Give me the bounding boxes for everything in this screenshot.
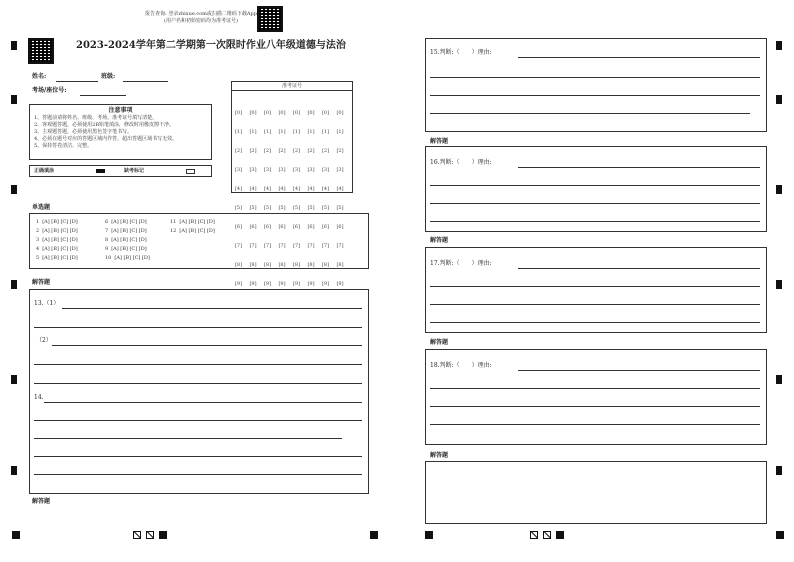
app-note-sub: (用户名和初始密码均为准考证号): [164, 18, 238, 24]
scan-code: [543, 531, 551, 539]
exam-id-bubble[interactable]: [7]: [234, 243, 243, 249]
exam-id-bubble[interactable]: [4]: [278, 186, 286, 192]
answer-line[interactable]: [34, 420, 362, 421]
corner-mark: [776, 95, 782, 104]
exam-id-bubble[interactable]: [8]: [321, 262, 330, 268]
exam-id-bubble[interactable]: [6]: [234, 224, 243, 230]
exam-id-bubble[interactable]: [5]: [292, 205, 301, 211]
exam-id-bubble[interactable]: [0]: [249, 110, 257, 116]
page-title: 2023-2024学年第二学期第一次限时作业八年级道德与法治: [76, 40, 346, 51]
scan-code: [133, 531, 141, 539]
choice-number: 6: [105, 219, 109, 225]
choice-item[interactable]: [36, 219, 78, 226]
choice-item[interactable]: [36, 255, 78, 262]
corner-mark: [776, 41, 782, 50]
absent-mark-box[interactable]: [186, 169, 195, 174]
exam-id-bubble[interactable]: [5]: [336, 205, 344, 211]
answer-line[interactable]: [430, 95, 760, 96]
choice-item[interactable]: [170, 228, 215, 235]
exam-id-bubble[interactable]: [3]: [292, 167, 301, 173]
choice-item[interactable]: [105, 246, 147, 253]
notice-item: 5、保持答卷清洁、完整。: [34, 143, 93, 149]
choice-number: 7: [105, 228, 109, 234]
choice-options[interactable]: [A] [B] [C] [D]: [114, 255, 150, 261]
exam-id-bubble[interactable]: [0]: [336, 110, 344, 116]
scan-code: [159, 531, 167, 539]
answer-line[interactable]: [34, 327, 362, 328]
exam-id-title: 准考证号: [232, 82, 352, 91]
answer-line[interactable]: [430, 77, 760, 78]
exam-id-bubble[interactable]: [6]: [336, 224, 344, 230]
exam-id-bubble[interactable]: [7]: [336, 243, 344, 249]
choice-options[interactable]: [A] [B] [C] [D]: [179, 219, 215, 225]
answer-heading: 解答题: [32, 279, 51, 286]
answer-line[interactable]: [430, 406, 760, 407]
class-label: 班级:: [101, 73, 116, 80]
choice-item[interactable]: [170, 219, 215, 226]
choice-number: 5: [36, 255, 40, 261]
class-field[interactable]: [123, 81, 168, 82]
choice-options[interactable]: [A] [B] [C] [D]: [42, 246, 78, 252]
exam-id-bubble[interactable]: [8]: [234, 262, 243, 268]
answer-heading: 解答题: [430, 339, 449, 346]
exam-id-bubble[interactable]: [2]: [234, 148, 243, 154]
answer-line[interactable]: [52, 345, 362, 346]
answer-box-15: [425, 38, 767, 132]
choice-item[interactable]: [36, 246, 78, 253]
choice-number: 2: [36, 228, 40, 234]
exam-id-bubble[interactable]: [2]: [292, 148, 301, 154]
corner-mark: [11, 375, 17, 384]
answer-box-18: [425, 349, 767, 445]
answer-line[interactable]: [430, 286, 760, 287]
exam-id-bubble[interactable]: [2]: [249, 148, 257, 154]
answer-box-blank[interactable]: [425, 461, 767, 524]
exam-id-bubble[interactable]: [1]: [278, 129, 286, 135]
notice-item: 4、必须在题号对应的答题区域内作答，超出答题区域书写无效。: [34, 136, 178, 142]
exam-id-bubble[interactable]: [8]: [307, 262, 315, 268]
notice-title: 注意事项: [108, 107, 133, 114]
exam-id-bubble[interactable]: [5]: [278, 205, 286, 211]
exam-id-bubble[interactable]: [9]: [336, 281, 344, 287]
answer-line[interactable]: [430, 322, 760, 323]
choice-number: 11: [170, 219, 177, 225]
choice-options[interactable]: [A] [B] [C] [D]: [42, 228, 78, 234]
exam-id-bubble[interactable]: [4]: [292, 186, 301, 192]
exam-id-bubble[interactable]: [8]: [249, 262, 257, 268]
answer-line[interactable]: [34, 456, 362, 457]
exam-id-bubble[interactable]: [2]: [263, 148, 272, 154]
exam-id-bubble[interactable]: [3]: [249, 167, 257, 173]
correct-fill-label: 正确填涂: [34, 168, 55, 174]
exam-id-bubble[interactable]: [3]: [307, 167, 315, 173]
exam-id-bubble[interactable]: [3]: [321, 167, 330, 173]
choice-item[interactable]: [105, 228, 147, 235]
exam-id-bubble[interactable]: [9]: [307, 281, 315, 287]
exam-id-bubble[interactable]: [2]: [278, 148, 286, 154]
exam-id-bubble[interactable]: [9]: [249, 281, 257, 287]
exam-id-grid: [231, 81, 353, 287]
single-choice-heading: 单选题: [32, 204, 51, 211]
exam-id-bubble[interactable]: [7]: [249, 243, 257, 249]
choice-options[interactable]: [A] [B] [C] [D]: [111, 219, 147, 225]
exam-id-bubble[interactable]: [5]: [263, 205, 272, 211]
exam-id-bubble[interactable]: [9]: [263, 281, 272, 287]
answer-box-17: [425, 247, 767, 333]
exam-id-bubble[interactable]: [9]: [234, 281, 243, 287]
choice-item[interactable]: [105, 255, 150, 262]
corner-mark: [776, 375, 782, 384]
choice-options[interactable]: [A] [B] [C] [D]: [111, 246, 147, 252]
qr-code-icon: [257, 6, 283, 32]
notice-box: [29, 104, 212, 160]
q13-label: 13.（1）: [34, 300, 60, 307]
answer-line[interactable]: [44, 402, 362, 403]
choice-number: 3: [36, 237, 40, 243]
exam-id-bubble[interactable]: [0]: [307, 110, 315, 116]
answer-heading: 解答题: [32, 498, 51, 505]
q17-label: 17.判断:（ ）理由:: [430, 260, 492, 267]
single-choice-box: [29, 213, 369, 269]
choice-options[interactable]: [A] [B] [C] [D]: [42, 237, 78, 243]
corner-mark: [11, 95, 17, 104]
choice-item[interactable]: [105, 237, 147, 244]
choice-number: 10: [105, 255, 112, 261]
exam-id-bubble[interactable]: [0]: [263, 110, 272, 116]
correct-fill-sample: [96, 169, 105, 173]
corner-mark: [11, 280, 17, 289]
exam-id-bubble[interactable]: [4]: [263, 186, 272, 192]
exam-id-bubble[interactable]: [8]: [292, 262, 301, 268]
exam-id-bubble[interactable]: [7]: [292, 243, 301, 249]
exam-id-bubble[interactable]: [1]: [249, 129, 257, 135]
answer-line[interactable]: [518, 268, 760, 269]
scan-code: [146, 531, 154, 539]
exam-id-bubble[interactable]: [4]: [234, 186, 243, 192]
choice-options[interactable]: [A] [B] [C] [D]: [179, 228, 215, 234]
exam-id-bubble[interactable]: [0]: [234, 110, 243, 116]
exam-id-bubble[interactable]: [9]: [278, 281, 286, 287]
answer-line[interactable]: [430, 221, 760, 222]
exam-id-bubble[interactable]: [4]: [321, 186, 330, 192]
corner-mark: [776, 466, 782, 475]
q14-label: 14.: [34, 394, 44, 401]
exam-id-bubble[interactable]: [6]: [263, 224, 272, 230]
exam-id-bubble[interactable]: [6]: [278, 224, 286, 230]
exam-id-bubble[interactable]: [2]: [336, 148, 344, 154]
exam-id-bubble[interactable]: [5]: [321, 205, 330, 211]
exam-id-bubble[interactable]: [1]: [292, 129, 301, 135]
answer-box-13-14: [29, 289, 369, 494]
answer-line[interactable]: [34, 383, 362, 384]
exam-id-bubble[interactable]: [8]: [336, 262, 344, 268]
absent-mark-label: 缺考标记: [124, 168, 145, 174]
exam-id-bubble[interactable]: [5]: [234, 205, 243, 211]
answer-line[interactable]: [430, 424, 760, 425]
answer-heading: 解答题: [430, 237, 449, 244]
answer-heading: 解答题: [430, 138, 449, 145]
corner-mark: [11, 466, 17, 475]
choice-item[interactable]: [36, 237, 78, 244]
exam-id-bubble[interactable]: [4]: [307, 186, 315, 192]
exam-id-bubble[interactable]: [4]: [336, 186, 344, 192]
exam-id-bubble[interactable]: [9]: [292, 281, 301, 287]
choice-item[interactable]: [36, 228, 78, 235]
app-note: 报告查询: 登录zhixue.com或扫描二维码下载App: [145, 11, 257, 17]
answer-line[interactable]: [430, 185, 760, 186]
corner-mark: [12, 531, 20, 539]
answer-line[interactable]: [34, 364, 362, 365]
name-label: 姓名:: [32, 73, 47, 80]
exam-id-bubble[interactable]: [0]: [292, 110, 301, 116]
exam-id-bubble[interactable]: [5]: [249, 205, 257, 211]
exam-id-bubble[interactable]: [0]: [321, 110, 330, 116]
exam-id-bubble[interactable]: [3]: [278, 167, 286, 173]
exam-id-bubble[interactable]: [3]: [234, 167, 243, 173]
answer-line[interactable]: [518, 167, 760, 168]
exam-id-bubble[interactable]: [1]: [263, 129, 272, 135]
choice-number: 4: [36, 246, 40, 252]
q18-label: 18.判断:（ ）理由:: [430, 362, 492, 369]
qr-code-icon: [28, 38, 54, 64]
room-label: 考场/座位号:: [32, 87, 67, 94]
exam-id-bubble[interactable]: [3]: [263, 167, 272, 173]
exam-id-bubble[interactable]: [7]: [263, 243, 272, 249]
exam-id-bubble[interactable]: [9]: [321, 281, 330, 287]
exam-id-bubble[interactable]: [4]: [249, 186, 257, 192]
choice-options[interactable]: [A] [B] [C] [D]: [111, 228, 147, 234]
notice-item: 1、答题前请将姓名、班级、考场、准考证号填写清楚。: [34, 115, 158, 121]
exam-id-bubble[interactable]: [3]: [336, 167, 344, 173]
exam-id-bubble[interactable]: [5]: [307, 205, 315, 211]
choice-item[interactable]: [105, 219, 147, 226]
answer-line[interactable]: [34, 438, 342, 439]
exam-id-bubble[interactable]: [7]: [278, 243, 286, 249]
corner-mark: [776, 185, 782, 194]
exam-id-bubble[interactable]: [8]: [278, 262, 286, 268]
corner-mark: [425, 531, 433, 539]
corner-mark: [11, 185, 17, 194]
answer-line[interactable]: [62, 308, 362, 309]
choice-number: 1: [36, 219, 40, 225]
name-field[interactable]: [56, 81, 98, 82]
answer-line[interactable]: [34, 474, 362, 475]
corner-mark: [776, 280, 782, 289]
exam-id-bubble[interactable]: [1]: [307, 129, 315, 135]
fill-legend: [29, 165, 212, 177]
exam-id-bubble[interactable]: [8]: [263, 262, 272, 268]
q13-2-label: （2）: [36, 337, 52, 344]
exam-id-bubble[interactable]: [1]: [336, 129, 344, 135]
answer-line[interactable]: [430, 113, 750, 114]
answer-line[interactable]: [430, 388, 760, 389]
corner-mark: [370, 531, 378, 539]
exam-id-bubble[interactable]: [6]: [321, 224, 330, 230]
answer-heading: 解答题: [430, 452, 449, 459]
corner-mark: [11, 41, 17, 50]
answer-line[interactable]: [430, 304, 760, 305]
choice-number: 8: [105, 237, 109, 243]
room-field[interactable]: [80, 95, 126, 96]
q16-label: 16.判断:（ ）理由:: [430, 159, 492, 166]
exam-id-bubble[interactable]: [6]: [249, 224, 257, 230]
exam-id-bubble[interactable]: [6]: [292, 224, 301, 230]
choice-options[interactable]: [A] [B] [C] [D]: [42, 255, 78, 261]
scan-code: [530, 531, 538, 539]
exam-id-bubble[interactable]: [2]: [307, 148, 315, 154]
corner-mark: [776, 531, 784, 539]
exam-id-bubble[interactable]: [0]: [278, 110, 286, 116]
choice-number: 9: [105, 246, 109, 252]
scan-code: [556, 531, 564, 539]
q15-label: 15.判断:（ ）理由:: [430, 49, 492, 56]
notice-item: 2、客观题答题，必须使用2B铅笔填涂，修改时用橡皮擦干净。: [34, 122, 175, 128]
answer-line[interactable]: [430, 203, 760, 204]
choice-number: 12: [170, 228, 177, 234]
exam-id-bubble[interactable]: [7]: [307, 243, 315, 249]
answer-box-16: [425, 146, 767, 232]
exam-id-bubble[interactable]: [6]: [307, 224, 315, 230]
exam-id-bubble[interactable]: [1]: [321, 129, 330, 135]
exam-id-bubble[interactable]: [2]: [321, 148, 330, 154]
answer-line[interactable]: [518, 370, 760, 371]
choice-options[interactable]: [A] [B] [C] [D]: [111, 237, 147, 243]
answer-line[interactable]: [518, 57, 760, 58]
notice-item: 3、主观题答题，必须使用黑色签字笔书写。: [34, 129, 133, 135]
exam-id-bubble[interactable]: [1]: [234, 129, 243, 135]
choice-options[interactable]: [A] [B] [C] [D]: [42, 219, 78, 225]
exam-id-bubble[interactable]: [7]: [321, 243, 330, 249]
